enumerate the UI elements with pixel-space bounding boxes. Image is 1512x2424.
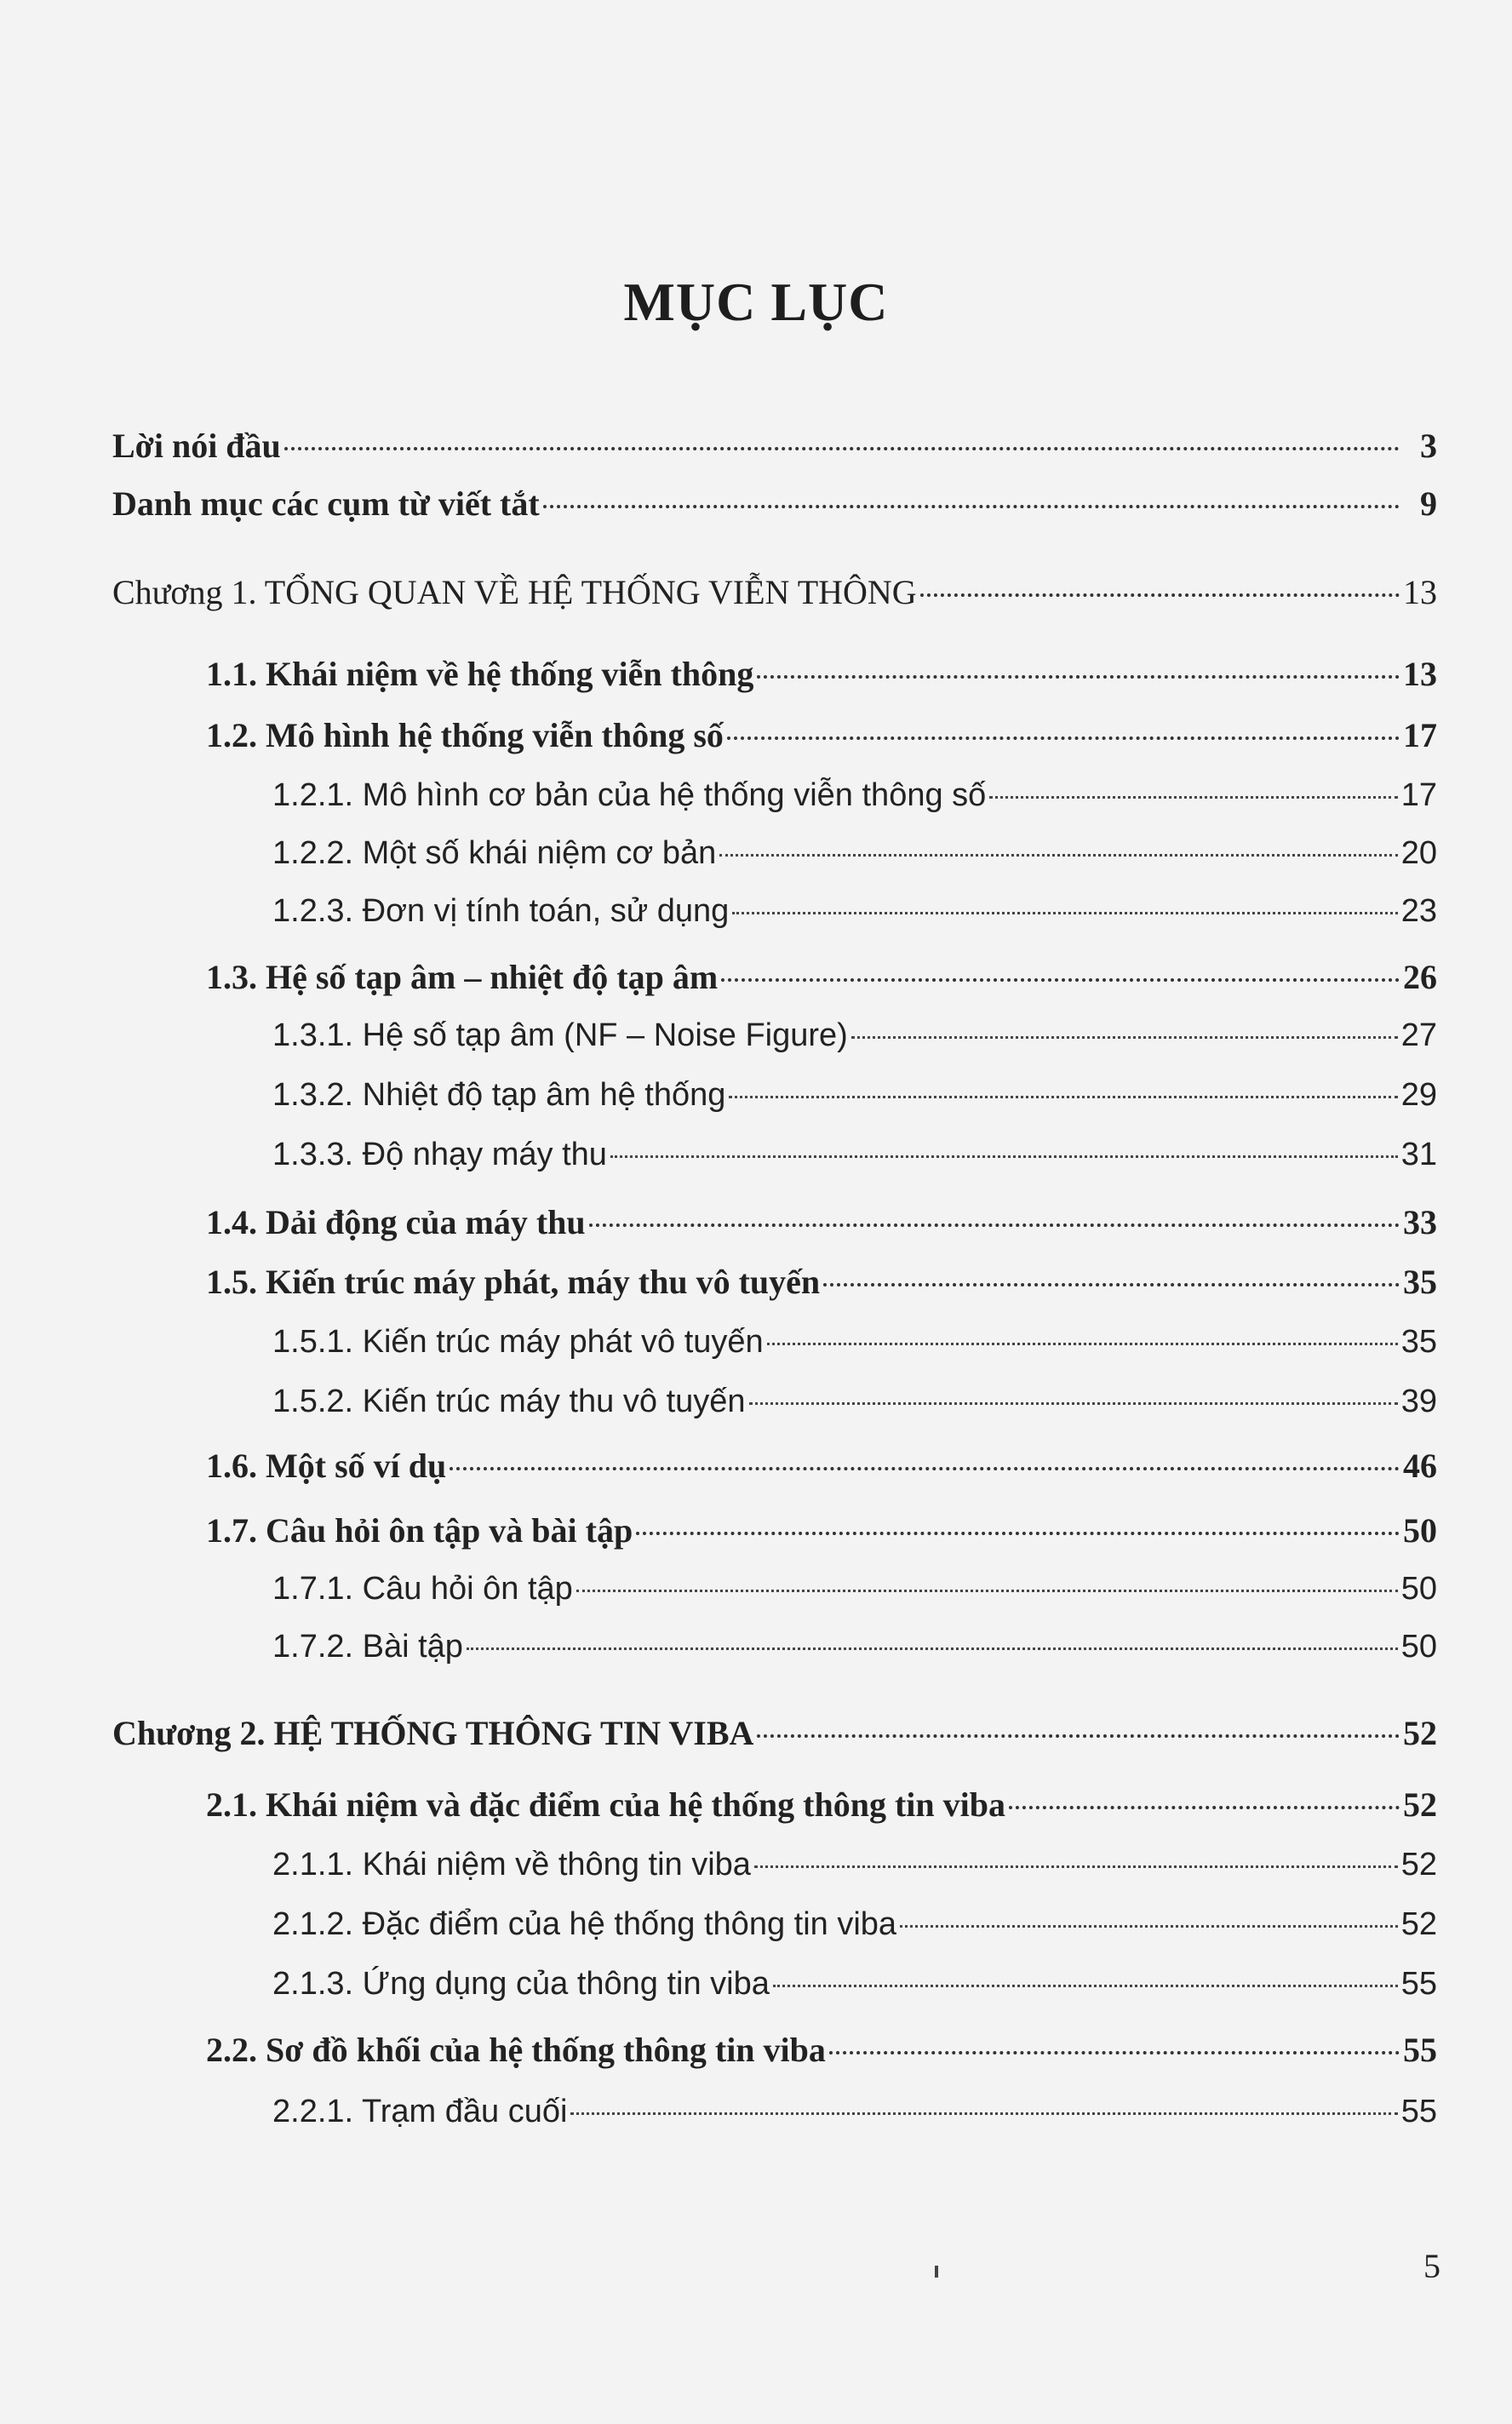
dot-leader	[450, 1467, 1400, 1470]
toc-entry-page: 50	[1400, 1571, 1437, 1607]
toc-entry-text: 1.5.2. Kiến trúc máy thu vô tuyến	[272, 1384, 746, 1419]
dot-leader	[721, 978, 1400, 982]
toc-entry-text: 1.4. Dải động của máy thu	[206, 1203, 586, 1241]
toc-subsection-1-2-1	[112, 775, 1437, 816]
toc-entry-page: 46	[1403, 1447, 1437, 1485]
toc-entry-text: 1.5. Kiến trúc máy phát, máy thu vô tuyến	[206, 1263, 821, 1301]
toc-subsection-2-1-1	[112, 1844, 1437, 1885]
dot-leader	[754, 1865, 1398, 1868]
dot-leader	[757, 1734, 1400, 1738]
toc-entry-text: Lời nói đầu	[112, 427, 281, 465]
dot-leader	[823, 1283, 1400, 1286]
dot-leader	[589, 1223, 1400, 1227]
toc-entry-page: 3	[1420, 427, 1437, 465]
dot-leader	[767, 1343, 1398, 1345]
toc-section-1-5	[112, 1262, 1437, 1303]
toc-entry-page: 9	[1420, 484, 1437, 523]
toc-entry-text: 1.2. Mô hình hệ thống viễn thông số	[206, 716, 724, 754]
toc-subsection-1-7-1	[112, 1568, 1437, 1609]
toc-entry-page: 31	[1400, 1137, 1437, 1172]
toc-entry-text: 2.1.1. Khái niệm về thông tin viba	[272, 1847, 751, 1882]
page-title: MỤC LỤC	[623, 272, 889, 332]
dot-leader	[851, 1036, 1398, 1039]
toc-entry-page: 50	[1400, 1629, 1437, 1665]
toc-entry-text: 2.2. Sơ đồ khối của hệ thống thông tin viba	[206, 2031, 826, 2069]
dot-leader	[773, 1985, 1398, 1987]
toc-entry-page: 52	[1400, 1847, 1437, 1882]
toc-section-1-4	[112, 1202, 1437, 1243]
toc-section-2-2	[112, 2030, 1437, 2071]
toc-entry-page: 29	[1400, 1077, 1437, 1113]
toc-entry-page: 33	[1403, 1203, 1437, 1241]
page-number: 5	[1423, 2247, 1440, 2285]
toc-subsection-1-5-1	[112, 1321, 1437, 1362]
toc-entry-page: 52	[1403, 1714, 1437, 1752]
toc-subsection-1-5-2	[112, 1381, 1437, 1422]
toc-subsection-1-3-1	[112, 1015, 1437, 1056]
toc-section-1-6	[112, 1446, 1437, 1487]
dot-leader	[729, 1096, 1397, 1098]
dot-leader	[732, 912, 1397, 914]
toc-entry-page: 35	[1400, 1324, 1437, 1360]
toc-section-1-1	[112, 654, 1437, 695]
toc-entry-page: 50	[1403, 1511, 1437, 1550]
toc-entry-text: 1.3.2. Nhiệt độ tạp âm hệ thống	[272, 1077, 726, 1113]
toc-entry-abbreviations	[112, 484, 1437, 524]
dot-leader	[576, 1590, 1398, 1592]
toc-entry-page: 13	[1403, 655, 1437, 693]
dot-leader	[543, 505, 1400, 508]
toc-entry-text: 1.1. Khái niệm về hệ thống viễn thông	[206, 655, 754, 693]
dot-leader	[636, 1532, 1400, 1535]
toc-entry-text: 1.7.2. Bài tập	[272, 1629, 463, 1665]
toc-chapter-2	[112, 1713, 1437, 1754]
toc-subsection-1-2-3	[112, 891, 1437, 931]
toc-entry-page: 26	[1403, 958, 1437, 996]
dot-leader	[920, 593, 1400, 597]
toc-entry-page: 52	[1403, 1785, 1437, 1824]
toc-entry-page: 27	[1400, 1017, 1437, 1053]
toc-entry-text: Chương 1. TỔNG QUAN VỀ HỆ THỐNG VIỄN THÔNG	[112, 573, 917, 611]
toc-entry-text: 1.2.1. Mô hình cơ bản của hệ thống viễn thông số	[272, 777, 987, 813]
dot-leader	[989, 796, 1397, 799]
dot-leader	[610, 1155, 1398, 1158]
toc-subsection-2-2-1	[112, 2091, 1437, 2132]
toc-entry-page: 52	[1400, 1906, 1437, 1942]
dot-leader	[757, 675, 1400, 679]
toc-entry-text: Chương 2. HỆ THỐNG THÔNG TIN VIBA	[112, 1714, 754, 1752]
dot-leader	[1009, 1806, 1400, 1809]
toc-subsection-2-1-2	[112, 1904, 1437, 1945]
toc-section-2-1	[112, 1785, 1437, 1825]
toc-subsection-1-7-2	[112, 1626, 1437, 1667]
toc-entry-page: 55	[1400, 2094, 1437, 2129]
toc-section-1-7	[112, 1510, 1437, 1551]
toc-entry-page: 17	[1403, 716, 1437, 754]
toc-entry-page: 39	[1400, 1384, 1437, 1419]
toc-entry-text: 1.7. Câu hỏi ôn tập và bài tập	[206, 1511, 633, 1550]
toc-entry-text: 2.1.2. Đặc điểm của hệ thống thông tin viba	[272, 1906, 897, 1942]
toc-entry-text: 1.2.3. Đơn vị tính toán, sử dụng	[272, 893, 730, 929]
toc-entry-page: 17	[1400, 777, 1437, 813]
toc-entry-text: 1.3.1. Hệ số tạp âm (NF – Noise Figure)	[272, 1017, 848, 1053]
dot-leader	[570, 2112, 1397, 2115]
dot-leader	[719, 854, 1397, 857]
toc-entry-text: 2.1. Khái niệm và đặc điểm của hệ thống thông tin viba	[206, 1785, 1006, 1824]
toc-entry-text: 2.2.1. Trạm đầu cuối	[272, 2094, 568, 2129]
dot-leader	[284, 447, 1400, 450]
dot-leader	[727, 736, 1400, 740]
toc-section-1-2	[112, 715, 1437, 756]
dot-leader	[467, 1648, 1398, 1650]
toc-subsection-2-1-3	[112, 1963, 1437, 2004]
toc-entry-page: 35	[1403, 1263, 1437, 1301]
toc-chapter-1	[112, 572, 1437, 613]
toc-entry-page: 13	[1403, 573, 1437, 611]
toc-entry-text: 1.5.1. Kiến trúc máy phát vô tuyến	[272, 1324, 764, 1360]
toc-subsection-1-2-2	[112, 833, 1437, 874]
dot-leader	[829, 2051, 1400, 2054]
toc-entry-text: 1.3.3. Độ nhạy máy thu	[272, 1137, 607, 1172]
toc-subsection-1-3-2	[112, 1074, 1437, 1115]
toc-entry-text: 1.3. Hệ số tạp âm – nhiệt độ tạp âm	[206, 958, 719, 996]
toc-entry-preface	[112, 426, 1437, 467]
toc-entry-text: 1.2.2. Một số khái niệm cơ bản	[272, 835, 717, 871]
dot-leader	[900, 1925, 1398, 1928]
toc-entry-text: 1.6. Một số ví dụ	[206, 1447, 447, 1485]
toc-entry-text: 2.1.3. Ứng dụng của thông tin viba	[272, 1966, 770, 2002]
toc-entry-page: 23	[1400, 893, 1437, 929]
dot-leader	[749, 1402, 1398, 1405]
toc-entry-text: 1.7.1. Câu hỏi ôn tập	[272, 1571, 573, 1607]
print-mark	[935, 2266, 938, 2278]
toc-entry-page: 55	[1400, 1966, 1437, 2002]
toc-subsection-1-3-3	[112, 1134, 1437, 1175]
toc-section-1-3	[112, 957, 1437, 998]
toc-entry-page: 55	[1403, 2031, 1437, 2069]
toc-entry-page: 20	[1400, 835, 1437, 871]
toc-entry-text: Danh mục các cụm từ viết tắt	[112, 484, 540, 523]
